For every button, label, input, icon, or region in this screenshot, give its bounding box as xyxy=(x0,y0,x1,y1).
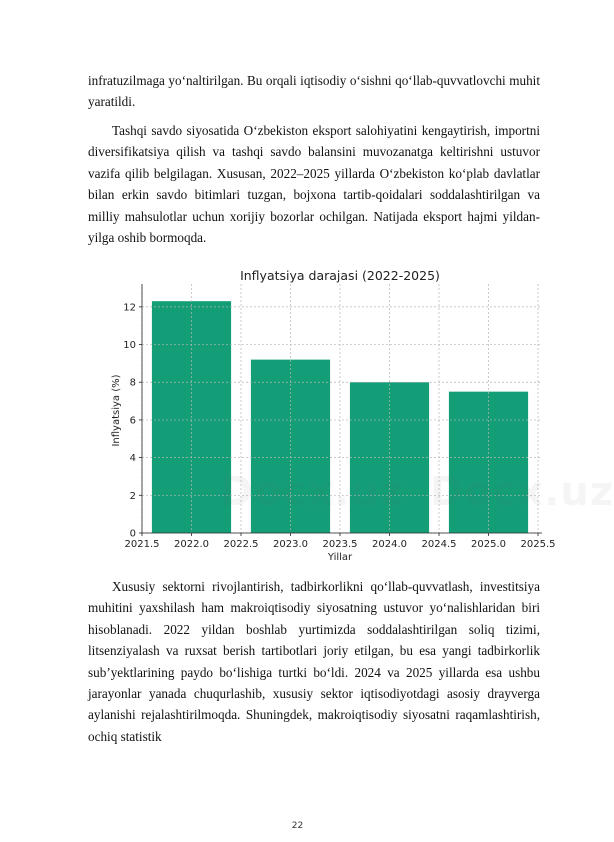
x-axis-label: Yillar xyxy=(327,552,353,563)
x-tick-label: 2023.0 xyxy=(273,539,308,550)
paragraph-private-sector: Xususiy sektorni rivojlantirish, tadbirkorlikni qo‘llab-quvvatlash, investitsiya muhitini yaxshilash ham makroiqtisodiy siyosatning ustuvor yo‘nalishlaridan biri hisoblanadi. 2022 yildan boshlab yurtimizda soddalashtirilgan soliq tizimi, litsenziyalash va ruxsat berish tartibotlari joriy etilgan, bu esa yangi tadbirkorlik sub’yektlarining paydo bo‘lishiga turtki bo‘ldi. 2024 va 2025 yillarda esa ushbu jarayonlar yanada chuqurlashib, xususiy sektor iqtisodiyotdagi asosiy drayverga aylanishi rejalashtirilmoqda. Shuningdek, makroiqtisodiy siyosatni raqamlashtirish, ochiq statistik xyxy=(88,579,540,744)
x-tick-label: 2025.5 xyxy=(520,539,556,550)
paragraph-foreign-trade: Tashqi savdo siyosatida O‘zbekiston eksport salohiyatini kengaytirish, importni diversifikatsiya qilish va tashqi savdo balansini muvozanatga keltirishni ustuvor vazifa qilib belgilagan. Xususan, 2022–2025 yillarda O‘zbekiston ko‘plab davlatlar bilan erkin savdo bitimlari tuzgan, bojxona tartib-qoidalari soddalashtirilgan va milliy mahsulotlar uchun xorijiy bozorlar ochilgan. Natijada eksport hajmi yildan-yilga oshib bormoqda. xyxy=(88,123,540,246)
y-tick-label: 4 xyxy=(129,453,136,465)
y-tick-label: 8 xyxy=(129,377,136,389)
chart-title: Inflyatsiya darajasi (2022-2025) xyxy=(240,268,440,283)
x-tick-label: 2021.5 xyxy=(124,539,160,550)
x-tick-label: 2024.0 xyxy=(372,539,407,550)
x-tick-label: 2022.0 xyxy=(174,539,209,550)
y-tick-label: 6 xyxy=(129,415,136,427)
y-axis-label: Inflyatsiya (%) xyxy=(111,374,122,447)
x-tick-label: 2023.5 xyxy=(322,539,358,550)
page-number: 22 xyxy=(291,821,304,831)
y-tick-label: 12 xyxy=(123,302,136,314)
x-tick-label: 2024.5 xyxy=(421,539,457,550)
y-tick-label: 10 xyxy=(123,340,136,352)
chart-svg xyxy=(100,264,560,564)
paragraph-continuation: infratuzilmaga yo‘naltirilgan. Bu orqali iqtisodiy o‘sishni qo‘llab-quvvatlovchi muhit yaratildi. xyxy=(88,73,540,110)
inflation-chart xyxy=(100,264,560,564)
y-tick-label: 0 xyxy=(129,528,136,540)
x-tick-label: 2022.5 xyxy=(223,539,259,550)
y-tick-label: 2 xyxy=(129,490,136,502)
x-tick-label: 2025.0 xyxy=(471,539,506,550)
